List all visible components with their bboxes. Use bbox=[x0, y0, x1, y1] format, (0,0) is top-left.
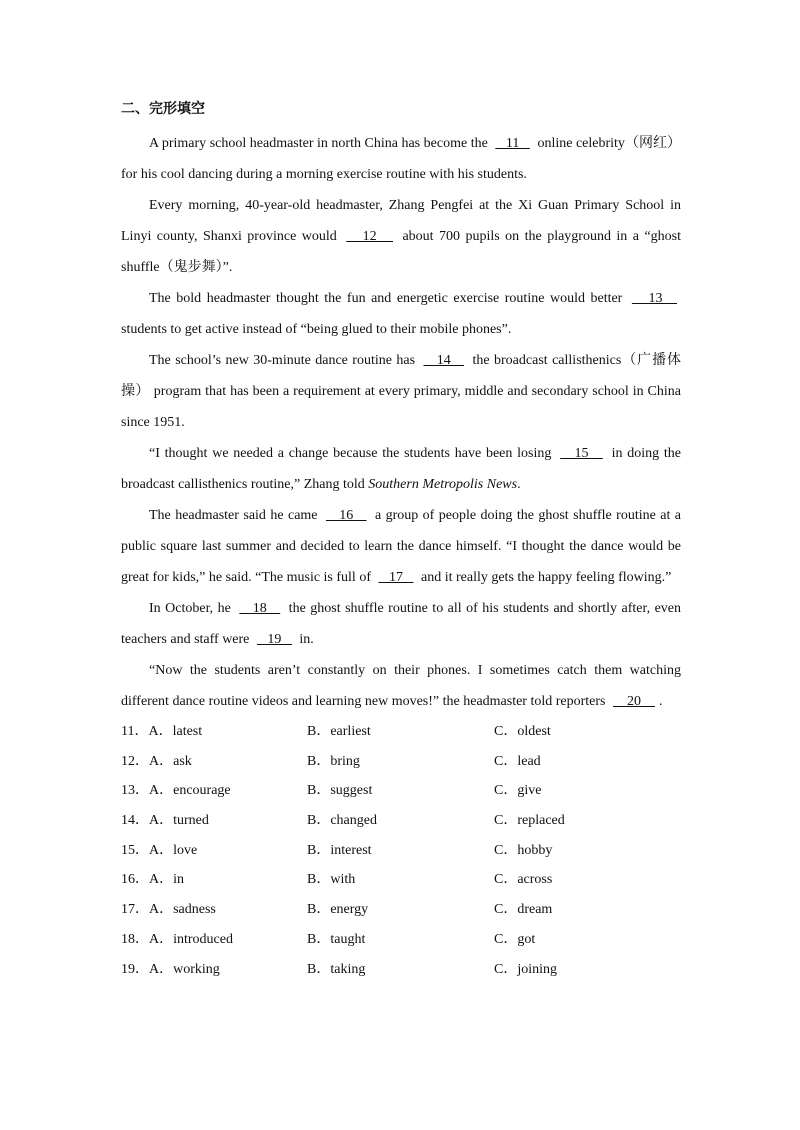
passage-text: online celebrity（网红） for his cool dancing during a morning exercise routine with his students. bbox=[121, 136, 681, 182]
passage-text: and it really gets the happy feeling flowing.” bbox=[417, 570, 672, 585]
passage-text: The headmaster said he came bbox=[149, 508, 322, 523]
option-a[interactable]: 15．A．love bbox=[121, 842, 198, 858]
passage-text: . bbox=[659, 694, 663, 709]
option-c[interactable]: C．hobby bbox=[494, 842, 553, 858]
answer-blank: 16 bbox=[325, 508, 367, 523]
passage-text: “Now the students aren’t constantly on their phones. I sometimes catch them watching different dance routine videos and learning new moves!” the headmaster told reporters bbox=[121, 663, 681, 709]
passage-text: the broadcast callisthenics（广播体操） program that has been a requirement at every primary, middle and secondary school in China since 1951. bbox=[121, 353, 682, 430]
option-c[interactable]: C．lead bbox=[494, 753, 541, 769]
option-b[interactable]: B．suggest bbox=[307, 783, 373, 799]
passage-text: students to get active instead of “being glued to their mobile phones”. bbox=[121, 322, 512, 337]
option-b[interactable]: B．taking bbox=[307, 961, 366, 977]
question-row bbox=[121, 836, 681, 866]
cloze-passage bbox=[121, 128, 681, 717]
option-c[interactable]: C．got bbox=[494, 931, 536, 947]
passage-text: in doing the broadcast callisthenics routine,” Zhang told bbox=[121, 446, 682, 492]
option-b[interactable]: B．bring bbox=[307, 753, 360, 769]
passage-paragraph bbox=[121, 283, 681, 345]
passage-text: about 700 pupils on the playground in a “ghost shuffle（鬼步舞）”. bbox=[121, 229, 681, 275]
answer-blank: 13 bbox=[631, 291, 677, 306]
option-b[interactable]: B．interest bbox=[307, 842, 372, 858]
question-row bbox=[121, 925, 681, 955]
answer-blank: 19 bbox=[256, 632, 292, 647]
option-b[interactable]: B．taught bbox=[307, 931, 366, 947]
question-row bbox=[121, 895, 681, 925]
option-b[interactable]: B．with bbox=[307, 872, 356, 888]
passage-text: The bold headmaster thought the fun and energetic exercise routine would better bbox=[149, 291, 628, 306]
passage-paragraph bbox=[121, 593, 681, 655]
question-row bbox=[121, 747, 681, 777]
option-c[interactable]: C．replaced bbox=[494, 813, 565, 829]
option-c[interactable]: C．dream bbox=[494, 902, 553, 918]
question-row bbox=[121, 717, 681, 747]
answer-blank: 15 bbox=[560, 446, 603, 461]
option-c[interactable]: C．oldest bbox=[494, 724, 551, 739]
answer-blank: 18 bbox=[239, 601, 281, 616]
option-a[interactable]: 14．A．turned bbox=[121, 813, 209, 829]
passage-text: . bbox=[517, 477, 521, 492]
passage-text: The school’s new 30-minute dance routine has bbox=[149, 353, 420, 368]
section-title: 二、完形填空 bbox=[121, 101, 205, 117]
passage-text: a group of people doing the ghost shuffle routine at a public square last summer and decided to learn the dance himself. “I thought the dance would be great for kids,” he said. “The music is full of bbox=[121, 508, 681, 585]
passage-paragraph bbox=[121, 438, 681, 500]
publication-name: Southern Metropolis News bbox=[368, 477, 518, 492]
option-c[interactable]: C．give bbox=[494, 783, 542, 799]
exam-page bbox=[121, 98, 681, 984]
question-row bbox=[121, 806, 681, 836]
option-a[interactable]: 17．A．sadness bbox=[121, 902, 216, 918]
option-b[interactable]: B．earliest bbox=[307, 724, 371, 739]
option-c[interactable]: C．joining bbox=[494, 961, 558, 977]
option-a[interactable]: 19．A．working bbox=[121, 961, 220, 977]
option-a[interactable]: 18．A．introduced bbox=[121, 931, 233, 947]
options-list bbox=[121, 717, 681, 984]
answer-blank: 20 bbox=[613, 694, 656, 709]
option-b[interactable]: B．changed bbox=[307, 813, 377, 829]
question-row bbox=[121, 776, 681, 806]
passage-text: Every morning, 40-year-old headmaster, Zhang Pengfei at the Xi Guan Primary School in Linyi county, Shanxi province would bbox=[121, 198, 681, 244]
passage-paragraph bbox=[121, 655, 681, 717]
option-c[interactable]: C．across bbox=[494, 872, 553, 888]
answer-blank: 17 bbox=[378, 570, 414, 585]
passage-text: “I thought we needed a change because the students have been losing bbox=[149, 446, 557, 461]
option-a[interactable]: 13．A．encourage bbox=[121, 783, 231, 799]
passage-paragraph bbox=[121, 128, 681, 190]
option-b[interactable]: B．energy bbox=[307, 902, 369, 918]
passage-text: the ghost shuffle routine to all of his students and shortly after, even teachers and staff were bbox=[121, 601, 682, 647]
option-a[interactable]: 11．A．latest bbox=[121, 724, 203, 739]
question-row bbox=[121, 955, 681, 985]
answer-blank: 14 bbox=[423, 353, 465, 368]
passage-text: In October, he bbox=[149, 601, 236, 616]
question-row bbox=[121, 865, 681, 895]
passage-paragraph bbox=[121, 345, 681, 438]
answer-blank: 12 bbox=[346, 229, 393, 244]
answer-blank: 11 bbox=[495, 136, 530, 151]
passage-paragraph bbox=[121, 500, 681, 593]
option-a[interactable]: 12．A．ask bbox=[121, 753, 192, 769]
passage-text: in. bbox=[295, 632, 314, 647]
passage-text: A primary school headmaster in north China has become the bbox=[149, 136, 492, 151]
passage-paragraph bbox=[121, 190, 681, 283]
option-a[interactable]: 16．A．in bbox=[121, 872, 184, 888]
